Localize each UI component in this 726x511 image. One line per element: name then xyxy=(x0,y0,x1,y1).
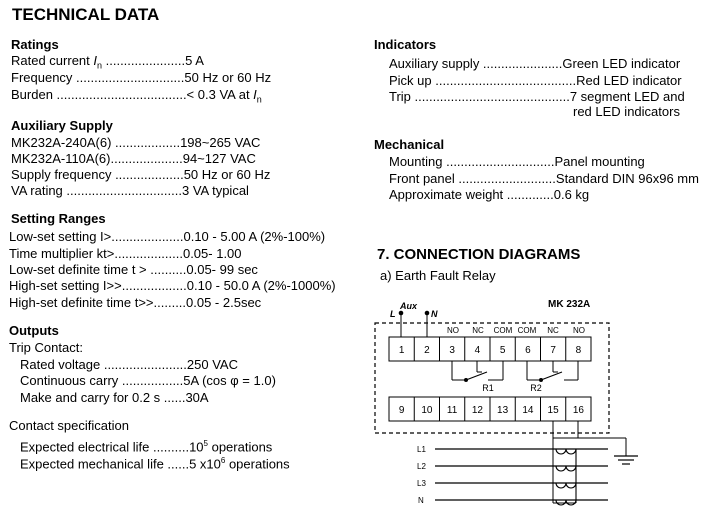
terminal-number: 14 xyxy=(522,405,534,416)
contact-label: COM xyxy=(517,326,537,335)
electrical-life-line: Expected electrical life ..........10$^5$ operations xyxy=(20,439,273,455)
top-terminal-strip xyxy=(389,337,591,361)
phase-conductors xyxy=(435,449,608,500)
mechanical-line: Approximate weight .............0.6 kg xyxy=(389,187,590,202)
contact-spec-label: Contact specification xyxy=(9,418,129,433)
terminal-number: 4 xyxy=(474,345,481,356)
indicator-line: Auxiliary supply ......................Green LED indicator xyxy=(389,56,681,71)
aux-supply-line: MK232A-110A(6)....................94~127 VAC xyxy=(11,151,256,166)
indicator-line: Pick up .......................................Red LED indicator xyxy=(389,73,682,88)
terminal-number: 1 xyxy=(398,345,405,356)
terminal-number: 6 xyxy=(525,345,531,356)
mechanical-line: Mounting ..............................Panel mounting xyxy=(389,154,645,169)
terminal-number: 11 xyxy=(446,405,458,416)
aux-supply-heading: Auxiliary Supply xyxy=(11,118,113,133)
aux-supply-line: VA rating ................................3 VA typical xyxy=(11,183,249,198)
phase-label: L1 xyxy=(417,445,426,454)
outputs-heading: Outputs xyxy=(9,323,59,338)
ct-leads xyxy=(553,421,626,503)
connection-subheading: a) Earth Fault Relay xyxy=(380,268,496,283)
rated-current-line: Rated current $I_n$ ......................5 A xyxy=(11,53,204,71)
relay-r2-contacts xyxy=(527,361,578,382)
terminal-number: 16 xyxy=(572,405,584,416)
setting-line: Time multiplier kt>...................0.05- 1.00 xyxy=(9,246,242,261)
continuous-carry-line: Continuous carry .................5A (cos φ = 1.0) xyxy=(20,373,276,388)
indicator-line: red LED indicators xyxy=(573,104,680,119)
terminal-number: 3 xyxy=(449,345,455,356)
ratings-heading: Ratings xyxy=(11,37,59,52)
aux-supply-line: Supply frequency ...................50 Hz or 60 Hz xyxy=(11,167,271,182)
model-label: MK 232A xyxy=(548,299,591,310)
earth-fault-relay-diagram xyxy=(370,290,726,511)
frequency-line: Frequency ..............................50 Hz or 60 Hz xyxy=(11,70,272,85)
rated-voltage-line: Rated voltage .......................250 VAC xyxy=(20,357,238,372)
bottom-terminal-strip xyxy=(389,397,591,421)
aux-label: Aux xyxy=(400,301,418,311)
terminal-number: 13 xyxy=(497,405,509,416)
contact-label: COM xyxy=(493,326,513,335)
earth-ground-icon xyxy=(614,456,638,464)
mechanical-heading: Mechanical xyxy=(374,137,445,152)
relay-label: R1 xyxy=(482,383,494,393)
terminal-number: 9 xyxy=(398,405,405,416)
terminal-number: 10 xyxy=(421,405,433,416)
relay-label: R2 xyxy=(530,383,542,393)
terminal-number: 15 xyxy=(547,405,559,416)
contact-label: NO xyxy=(573,326,585,335)
phase-label: L2 xyxy=(417,462,426,471)
phase-label: L3 xyxy=(417,479,426,488)
current-transformer-coils xyxy=(553,449,576,505)
burden-line: Burden ....................................< 0.3 VA at $I_n$ xyxy=(11,87,262,105)
phase-label: N xyxy=(418,496,424,505)
setting-line: Low-set setting I>....................0.10 - 5.00 A (2%-100%) xyxy=(9,229,326,244)
trip-contact-label: Trip Contact: xyxy=(9,340,83,355)
contact-label: NC xyxy=(547,326,559,335)
relay-r1-contacts xyxy=(452,361,503,382)
connection-heading: 7. CONNECTION DIAGRAMS xyxy=(377,246,581,263)
terminal-number: 2 xyxy=(424,345,430,356)
aux-supply-line: MK232A-240A(6) ..................198~265 VAC xyxy=(11,135,261,150)
terminal-number: 8 xyxy=(575,345,582,356)
terminal-number: 12 xyxy=(471,405,483,416)
page-title: TECHNICAL DATA xyxy=(12,5,160,24)
l-label: L xyxy=(390,309,396,319)
indicator-line: Trip ...........................................7 segment LED and xyxy=(389,89,685,104)
contact-label: NO xyxy=(447,326,459,335)
mechanical-life-line: Expected mechanical life ......5 $x10^6$ operations xyxy=(20,456,290,472)
setting-ranges-heading: Setting Ranges xyxy=(11,211,106,226)
setting-line: High-set definite time t>>.........0.05 - 2.5sec xyxy=(9,295,262,310)
setting-line: High-set setting I>>..................0.10 - 50.0 A (2%-1000%) xyxy=(9,278,336,293)
terminal-number: 5 xyxy=(499,345,506,356)
make-carry-line: Make and carry for 0.2 s ......30A xyxy=(20,390,209,405)
terminal-number: 7 xyxy=(550,345,556,356)
setting-line: Low-set definite time t > ..........0.05- 99 sec xyxy=(9,262,258,277)
indicators-heading: Indicators xyxy=(374,37,437,52)
contact-label: NC xyxy=(472,326,484,335)
mechanical-line: Front panel ...........................Standard DIN 96x96 mm xyxy=(389,171,699,186)
n-label: N xyxy=(431,309,438,319)
